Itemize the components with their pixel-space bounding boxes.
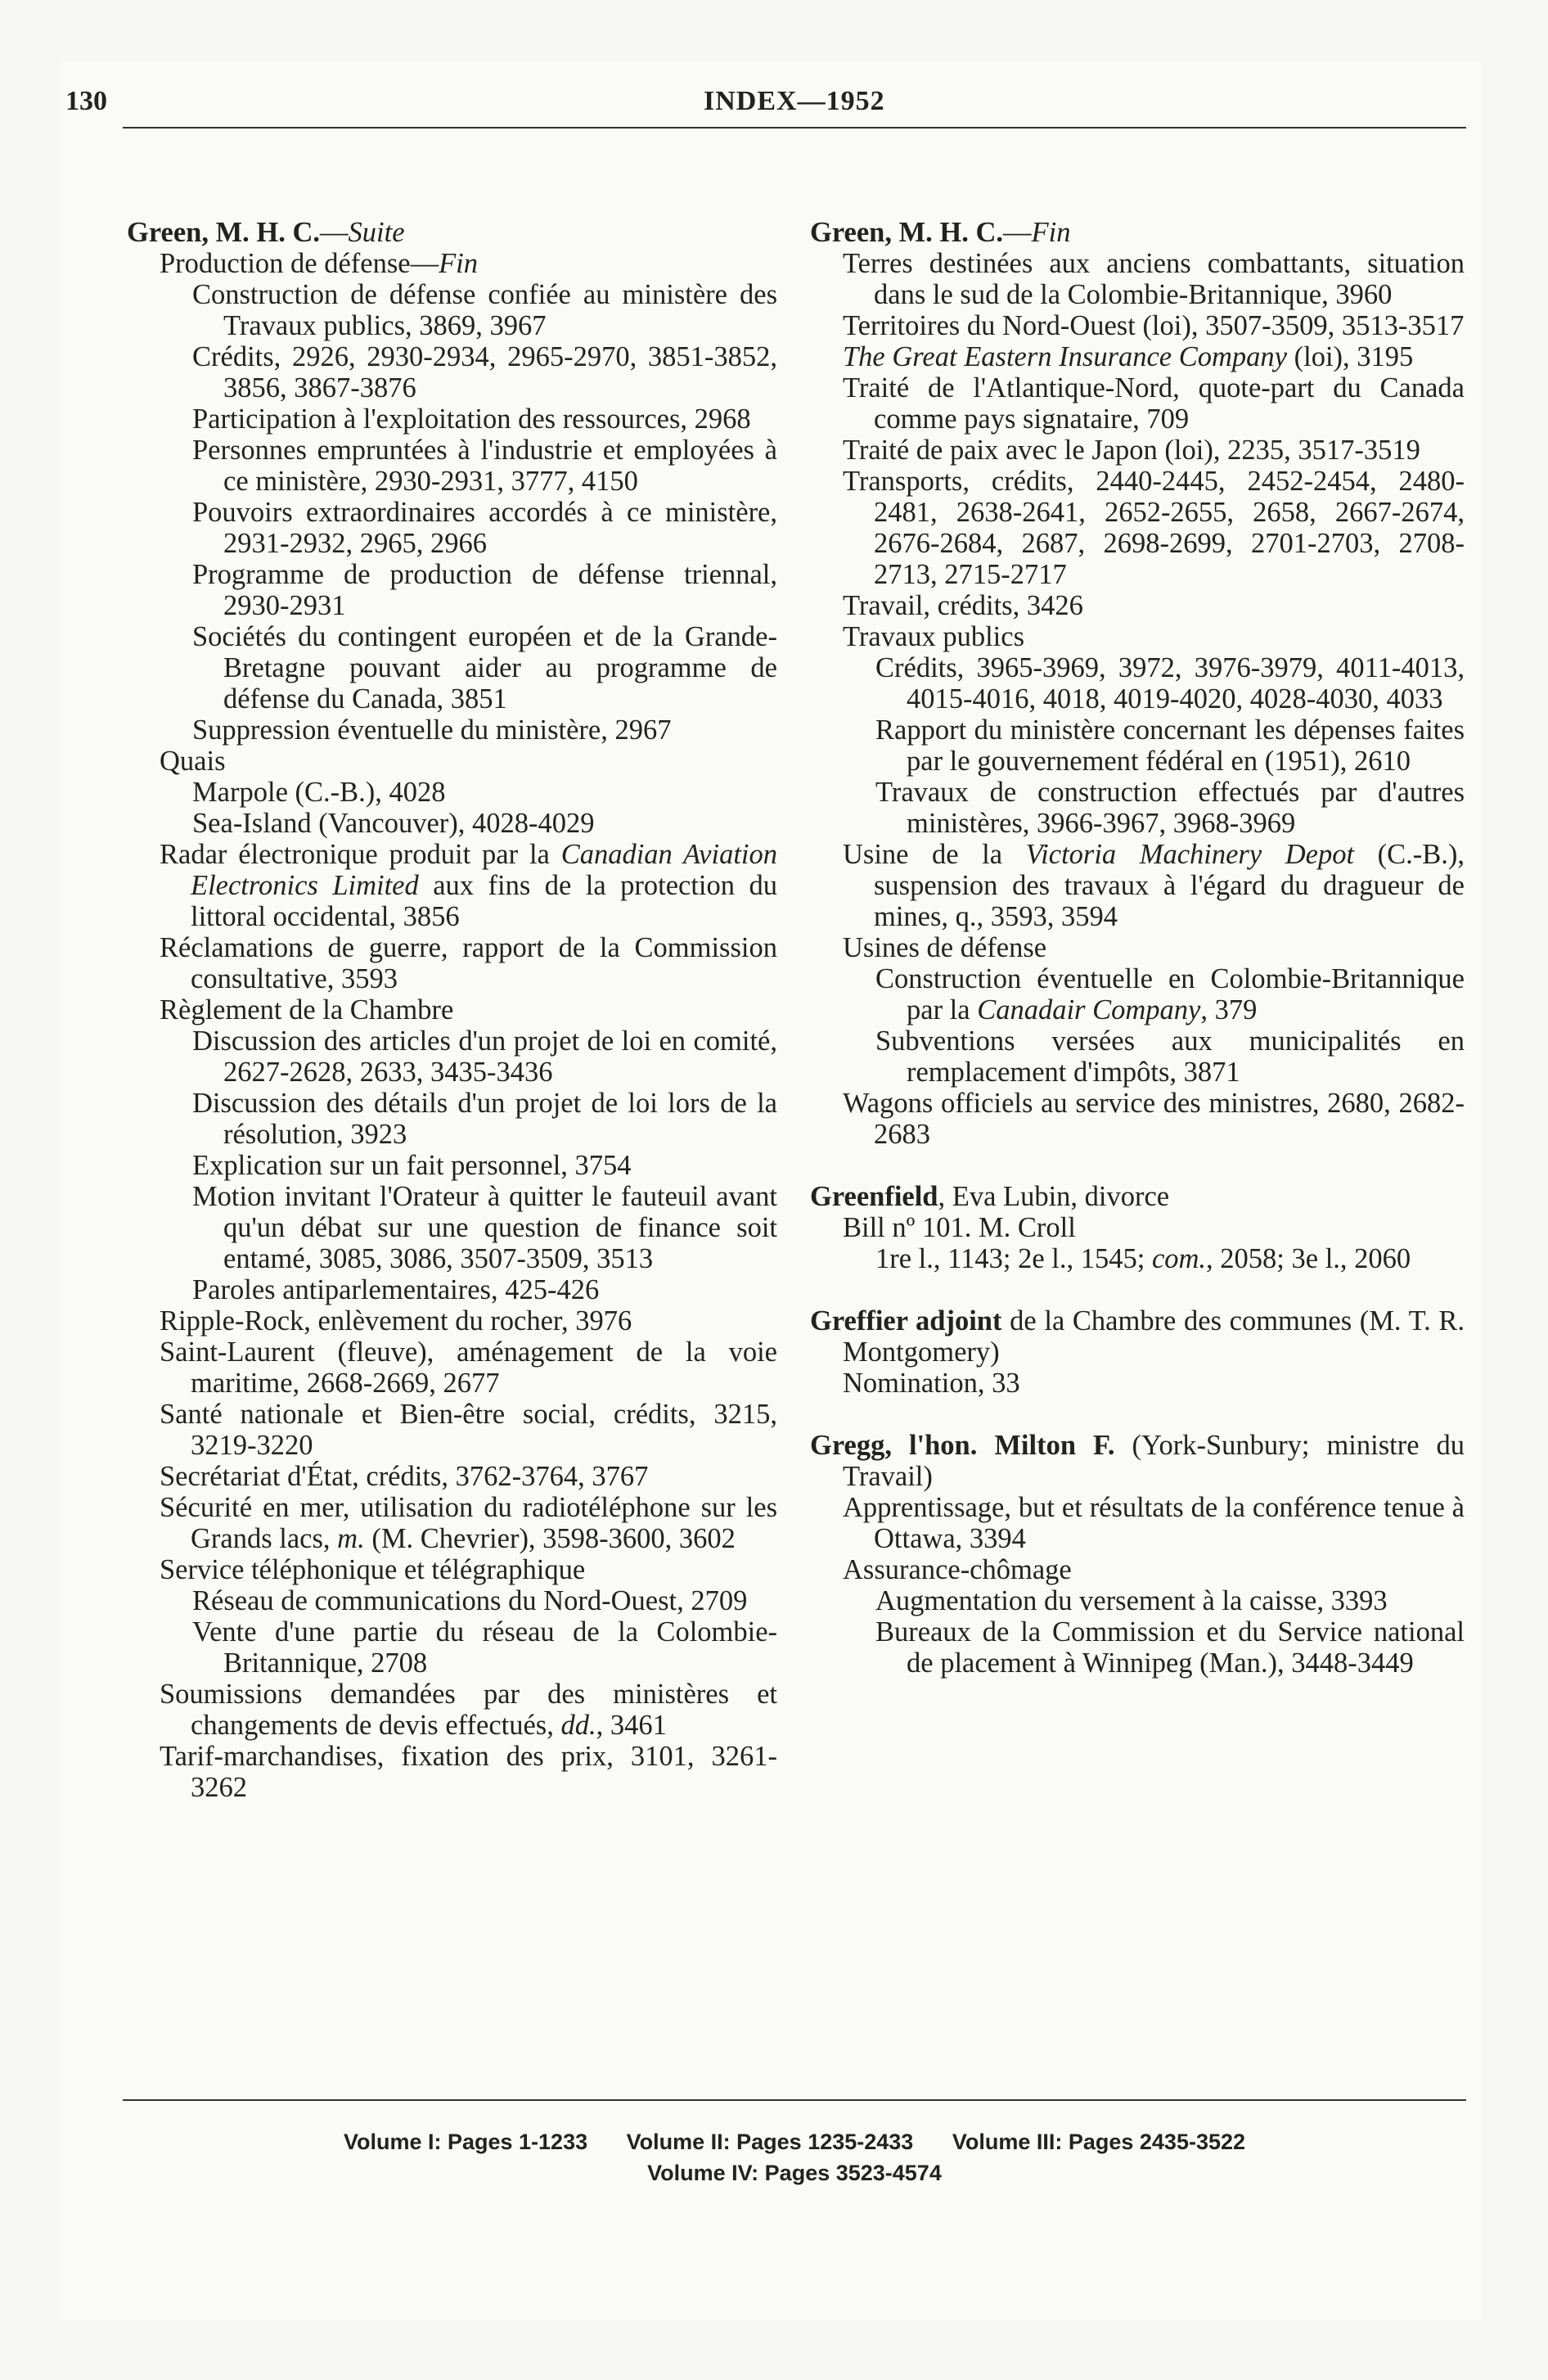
entry-text: Bill nº 101. M. Croll (843, 1212, 1076, 1243)
entry-tail-text: (C.-B.), suspension des travaux à l'égard du dragueur de mines, q., 3593, 3594 (874, 839, 1465, 932)
entry-italic-text: dd. (560, 1710, 596, 1741)
index-entry (810, 1243, 1465, 1274)
entry-italic-text: Suite (348, 217, 405, 248)
index-entry (810, 1368, 1465, 1399)
heading-name: Green, M. H. C. (810, 217, 1004, 248)
entry-italic-text: com. (1151, 1243, 1207, 1274)
entry-text: Territoires du Nord-Ouest (loi), 3507-3509, 3513-3517 (843, 310, 1465, 341)
entry-text: Tarif-marchandises, fixation des prix, 3101, 3261-3262 (160, 1741, 777, 1803)
page-number: 130 (65, 86, 107, 116)
index-entry (127, 1336, 777, 1399)
entry-text: Paroles antiparlementaires, 425-426 (192, 1274, 600, 1305)
index-entry (127, 932, 777, 994)
entry-text: Apprentissage, but et résultats de la conférence tenue à Ottawa, 3394 (843, 1492, 1465, 1554)
index-entry (127, 746, 777, 777)
entry-text: Secrétariat d'État, crédits, 3762-3764, 3767 (160, 1461, 649, 1492)
index-entry (127, 1181, 777, 1274)
footer-volume-2: Volume II: Pages 1235-2433 (626, 2130, 914, 2154)
entry-text: Vente d'une partie du réseau de la Colombie-Britannique, 2708 (192, 1616, 777, 1679)
index-entry (127, 1554, 777, 1585)
entry-text: Soumissions demandées par des ministères et changements de devis effectués, (160, 1679, 777, 1741)
entry-text: Saint-Laurent (fleuve), aménagement de la voie maritime, 2668-2669, 2677 (160, 1336, 777, 1399)
entry-text: Santé nationale et Bien-être social, crédits, 3215, 3219-3220 (160, 1399, 777, 1461)
index-heading (810, 1181, 1465, 1212)
entry-text: — (320, 217, 349, 248)
index-entry (810, 932, 1465, 963)
entry-italic-text: Canadian Aviation Electronics Limited (191, 839, 777, 901)
entry-text: (York-Sunbury; ministre du Travail) (843, 1430, 1465, 1492)
entry-italic-text: Canadair Company (977, 994, 1201, 1025)
entry-text: Terres destinées aux anciens combattants, situation dans le sud de la Colombie-Britannique, 3960 (843, 248, 1465, 310)
footer-volume-3: Volume III: Pages 2435-3522 (952, 2130, 1246, 2154)
entry-text: Ripple-Rock, enlèvement du rocher, 3976 (160, 1305, 632, 1336)
entry-text: Quais (160, 746, 226, 777)
running-title: INDEX—1952 (704, 86, 885, 116)
entry-text: Transports, crédits, 2440-2445, 2452-2454, 2480-2481, 2638-2641, 2652-2655, 2658, 2667-2674, 2676-2684, 2687, 2698-2699, 2701-2703, 2708-2713, 2715-2717 (843, 466, 1465, 590)
entry-text: Programme de production de défense triennal, 2930-2931 (192, 559, 777, 621)
index-entry (810, 248, 1465, 310)
entry-italic-text: The Great Eastern Insurance Company (843, 341, 1287, 372)
entry-text: Usine de la (843, 839, 1026, 870)
index-heading (810, 1430, 1465, 1492)
index-entry (127, 839, 777, 932)
footer-rule (123, 2099, 1466, 2101)
index-entry (127, 808, 777, 839)
entry-text: Réclamations de guerre, rapport de la Commission consultative, 3593 (160, 932, 777, 994)
entry-text: Discussion des articles d'un projet de loi en comité, 2627-2628, 2633, 3435-3436 (192, 1025, 777, 1088)
entry-text: Travaux de construction effectués par d'autres ministères, 3966-3967, 3968-3969 (875, 777, 1465, 839)
index-entry (810, 1616, 1465, 1679)
entry-text: Suppression éventuelle du ministère, 2967 (192, 714, 672, 746)
entry-italic-text: m. (337, 1523, 365, 1554)
entry-tail-text: (M. Chevrier), 3598-3600, 3602 (364, 1523, 736, 1554)
index-entry (810, 652, 1465, 714)
index-entry (810, 714, 1465, 777)
entry-tail-text: , 379 (1200, 994, 1258, 1025)
entry-text: Participation à l'exploitation des ressources, 2968 (192, 403, 751, 435)
index-entry (127, 248, 777, 279)
index-entry (127, 1025, 777, 1088)
entry-text: Traité de l'Atlantique-Nord, quote-part du Canada comme pays signataire, 709 (843, 372, 1465, 435)
entry-gap (810, 1150, 1465, 1181)
index-entry (810, 963, 1465, 1025)
index-entry (810, 1554, 1465, 1585)
entry-text: Travail, crédits, 3426 (843, 590, 1083, 621)
index-entry (127, 341, 777, 403)
index-entry (127, 1305, 777, 1336)
index-entry (810, 372, 1465, 435)
footer-volume-1: Volume I: Pages 1-1233 (343, 2130, 588, 2154)
footer-line-2: Volume IV: Pages 3523-4574 (647, 2161, 942, 2185)
heading-name: Greenfield (810, 1181, 938, 1212)
heading-name: Green, M. H. C. (127, 217, 321, 248)
left-column (127, 217, 777, 1803)
footer-line-1 (123, 2126, 1466, 2157)
index-entry (810, 435, 1465, 466)
index-entry (127, 1150, 777, 1181)
index-entry (127, 435, 777, 497)
volume-footer (123, 2126, 1466, 2188)
entry-italic-text: Fin (439, 248, 478, 279)
entry-text: 1re l., 1143; 2e l., 1545; (875, 1243, 1152, 1274)
index-heading (127, 217, 777, 248)
index-entry (810, 1088, 1465, 1150)
index-entry (127, 1399, 777, 1461)
index-entry (810, 341, 1465, 372)
entry-tail-text: , 3461 (596, 1710, 667, 1741)
index-entry (810, 310, 1465, 341)
entry-gap (810, 1399, 1465, 1430)
entry-text: Nomination, 33 (843, 1368, 1020, 1399)
index-entry (127, 1741, 777, 1803)
index-heading (810, 217, 1465, 248)
entry-text: Marpole (C.-B.), 4028 (192, 777, 446, 808)
index-entry (127, 1492, 777, 1554)
index-entry (810, 1025, 1465, 1088)
index-entry (127, 403, 777, 435)
entry-text: Rapport du ministère concernant les dépenses faites par le gouvernement fédéral en (1951), 2610 (875, 714, 1465, 777)
entry-text: Discussion des détails d'un projet de loi lors de la résolution, 3923 (192, 1088, 777, 1150)
index-entry (127, 777, 777, 808)
entry-gap (810, 1274, 1465, 1305)
entry-text: Assurance-chômage (843, 1554, 1072, 1585)
entry-text: Motion invitant l'Orateur à quitter le fauteuil avant qu'un débat sur une question de finance soit entamé, 3085, 3086, 3507-3509, 3513 (192, 1181, 777, 1274)
index-entry (127, 497, 777, 559)
entry-text: Wagons officiels au service des ministres, 2680, 2682-2683 (843, 1088, 1465, 1150)
index-entry (810, 590, 1465, 621)
entry-tail-text: (loi), 3195 (1287, 341, 1414, 372)
right-column (810, 217, 1465, 1679)
index-entry (127, 994, 777, 1025)
header-rule (123, 127, 1466, 128)
entry-text: , Eva Lubin, divorce (938, 1181, 1170, 1212)
entry-text: Crédits, 2926, 2930-2934, 2965-2970, 3851-3852, 3856, 3867-3876 (192, 341, 777, 403)
entry-text: Sécurité en mer, utilisation du radiotéléphone sur les Grands lacs, (160, 1492, 777, 1554)
entry-text: Explication sur un fait personnel, 3754 (192, 1150, 632, 1181)
index-entry (810, 777, 1465, 839)
entry-text: Bureaux de la Commission et du Service national de placement à Winnipeg (Man.), 3448-3449 (875, 1616, 1465, 1679)
entry-text: Construction de défense confiée au ministère des Travaux publics, 3869, 3967 (192, 279, 777, 341)
index-entry (810, 1492, 1465, 1554)
entry-text: Production de défense— (160, 248, 439, 279)
entry-tail-text: aux fins de la protection du littoral occidental, 3856 (191, 870, 777, 932)
entry-tail-text: , 2058; 3e l., 2060 (1206, 1243, 1411, 1274)
entry-text: de la Chambre des communes (M. T. R. Montgomery) (843, 1305, 1465, 1368)
index-entry (810, 839, 1465, 932)
heading-name: Greffier adjoint (810, 1305, 1002, 1336)
index-heading (810, 1305, 1465, 1368)
entry-italic-text: Fin (1031, 217, 1071, 248)
entry-text: Radar électronique produit par la (160, 839, 561, 870)
index-entry (810, 466, 1465, 590)
entry-text: Subventions versées aux municipalités en remplacement d'impôts, 3871 (875, 1025, 1465, 1088)
entry-text: Construction éventuelle en Colombie-Britannique par la (875, 963, 1465, 1025)
index-entry (127, 1585, 777, 1616)
index-entry (810, 1212, 1465, 1243)
entry-text: Augmentation du versement à la caisse, 3393 (875, 1585, 1388, 1616)
index-entry (127, 1679, 777, 1741)
entry-text: Sociétés du contingent européen et de la Grande-Bretagne pouvant aider au programme de défense du Canada, 3851 (192, 621, 777, 714)
entry-text: Crédits, 3965-3969, 3972, 3976-3979, 4011-4013, 4015-4016, 4018, 4019-4020, 4028-4030, 4033 (875, 652, 1465, 714)
index-entry (127, 279, 777, 341)
entry-text: Personnes empruntées à l'industrie et employées à ce ministère, 2930-2931, 3777, 4150 (192, 435, 777, 497)
index-entry (127, 1616, 777, 1679)
entry-text: — (1003, 217, 1032, 248)
index-entry (127, 1461, 777, 1492)
index-entry (127, 1274, 777, 1305)
index-entry (127, 621, 777, 714)
entry-text: Réseau de communications du Nord-Ouest, 2709 (192, 1585, 748, 1616)
entry-italic-text: Victoria Machinery Depot (1025, 839, 1355, 870)
entry-text: Règlement de la Chambre (160, 994, 454, 1025)
index-entry (810, 1585, 1465, 1616)
entry-text: Usines de défense (843, 932, 1047, 963)
index-entry (127, 1088, 777, 1150)
entry-text: Pouvoirs extraordinaires accordés à ce ministère, 2931-2932, 2965, 2966 (192, 497, 777, 559)
index-entry (127, 559, 777, 621)
entry-text: Traité de paix avec le Japon (loi), 2235, 3517-3519 (843, 435, 1420, 466)
index-entry (810, 621, 1465, 652)
index-entry (127, 714, 777, 746)
entry-text: Travaux publics (843, 621, 1025, 652)
heading-name: Gregg, l'hon. Milton F. (810, 1430, 1115, 1461)
entry-text: Service téléphonique et télégraphique (160, 1554, 586, 1585)
entry-text: Sea-Island (Vancouver), 4028-4029 (192, 808, 595, 839)
